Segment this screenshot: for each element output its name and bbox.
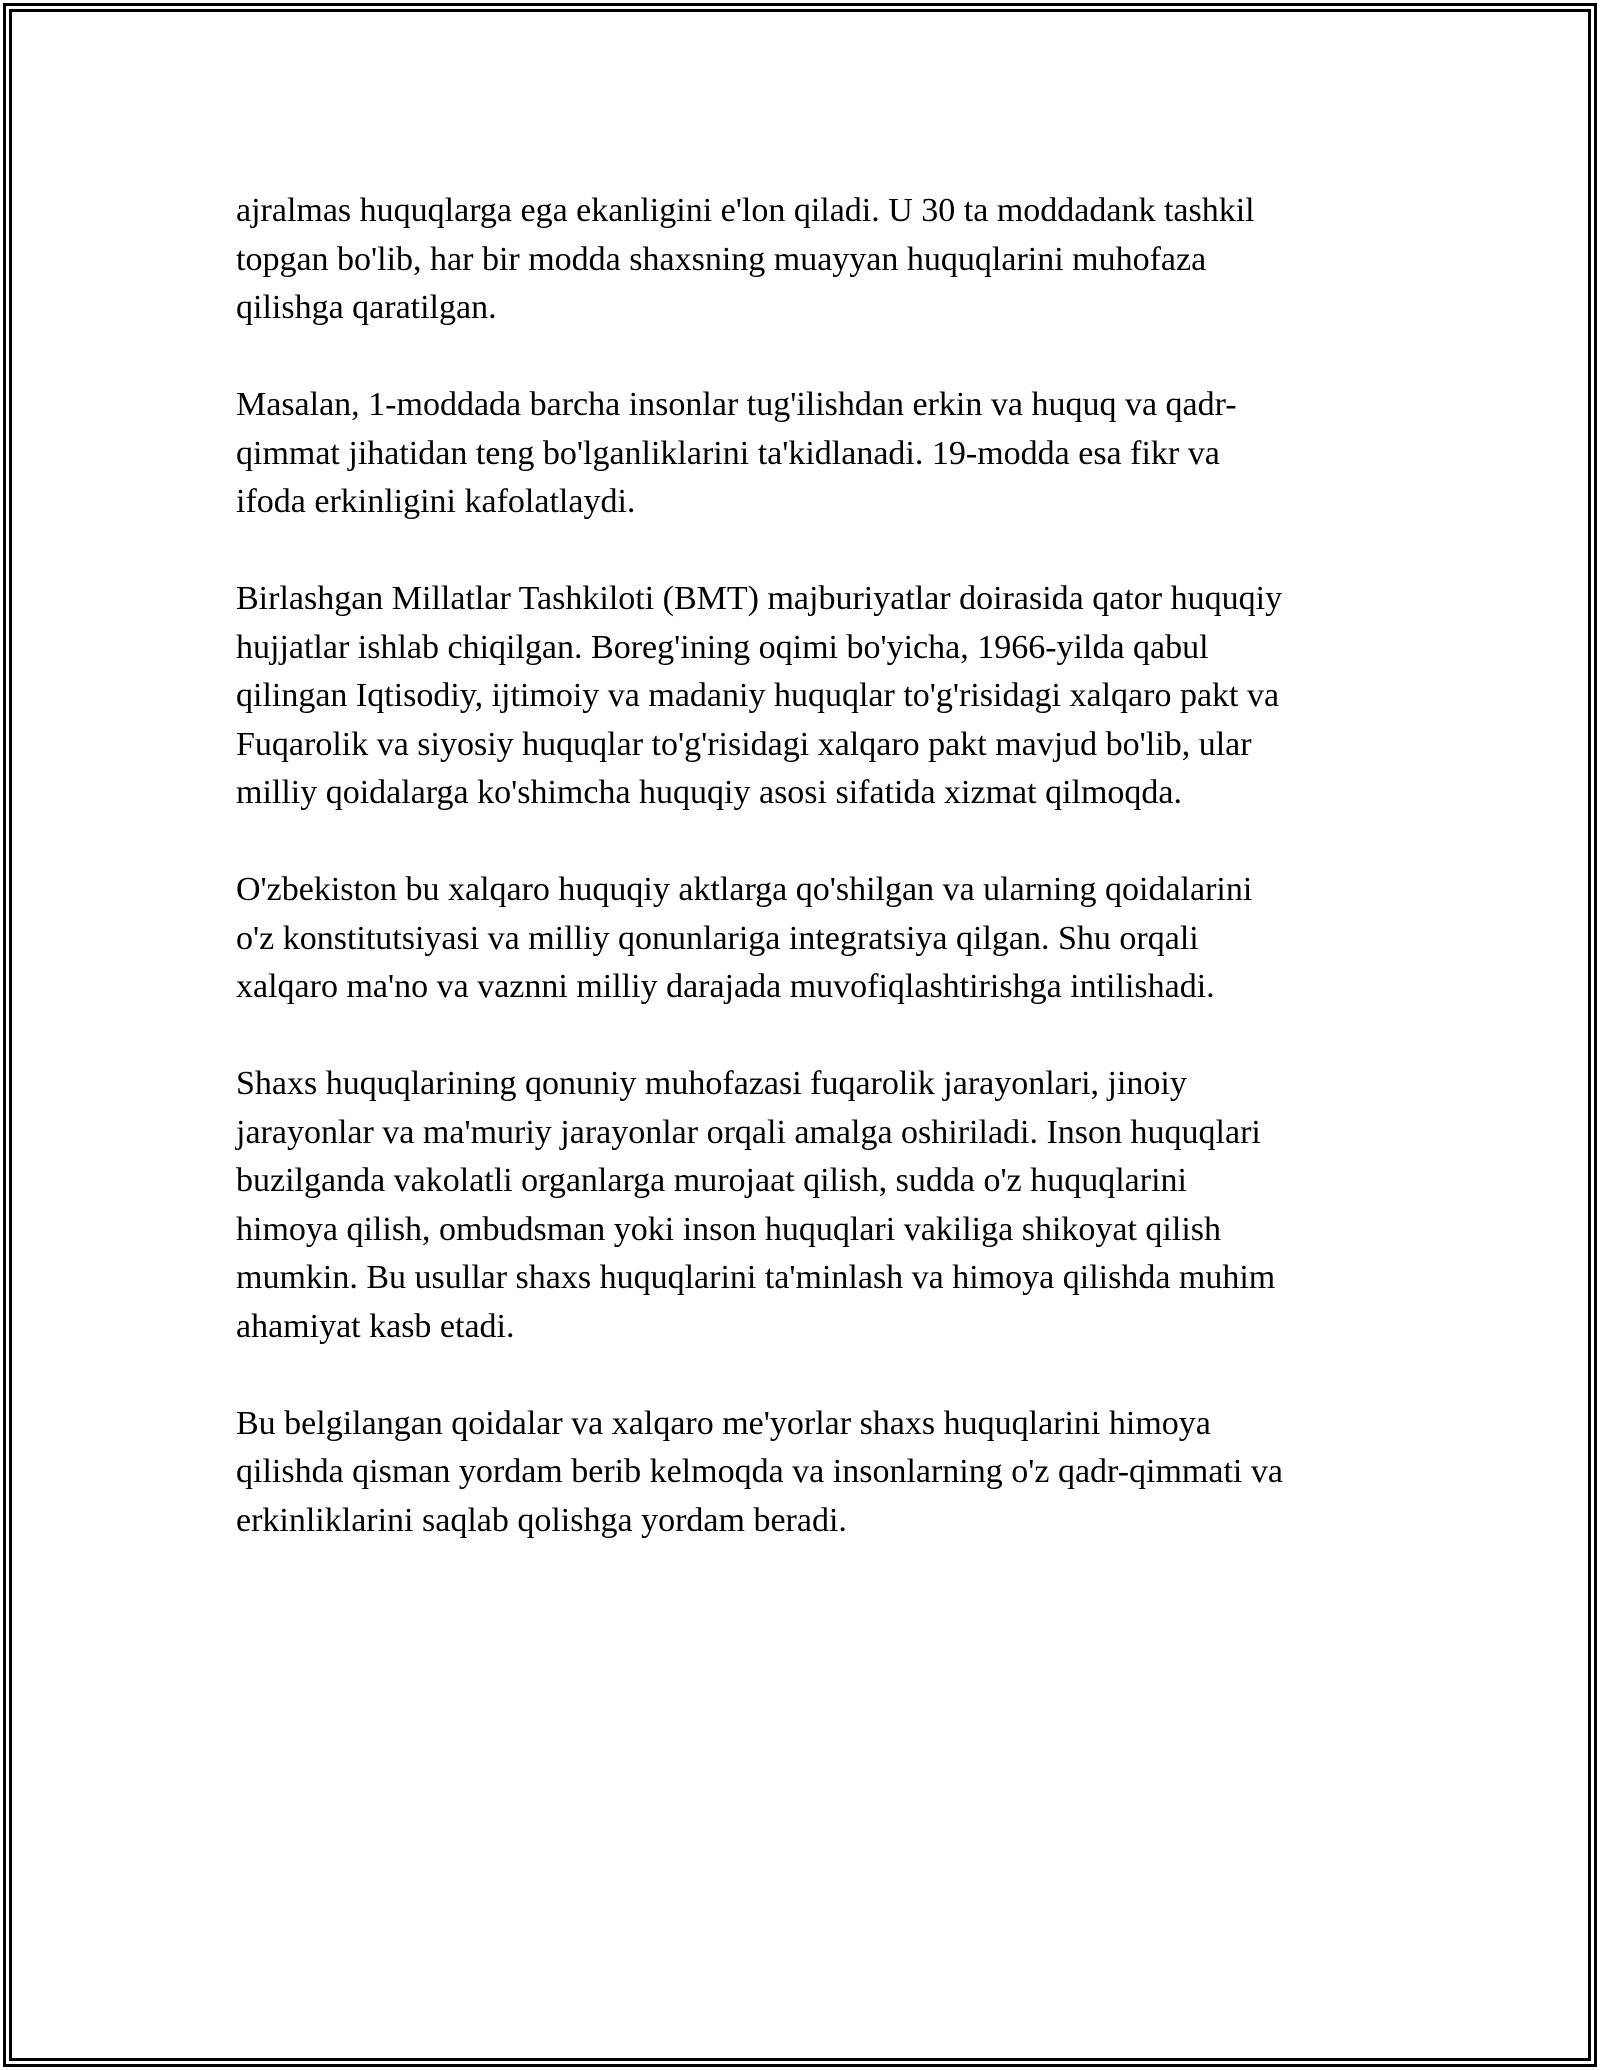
- text-line: qimmat jihatidan teng bo'lganliklarini ta'kidlanadi. 19-modda esa fikr va: [236, 434, 1220, 472]
- text-line: o'z konstitutsiyasi va milliy qonunlariga integratsiya qilgan. Shu orqali: [236, 919, 1199, 957]
- text-line: hujjatlar ishlab chiqilgan. Boreg'ining oqimi bo'yicha, 1966-yilda qabul: [236, 628, 1209, 666]
- text-line: qilishga qaratilgan.: [236, 289, 497, 326]
- text-line: ajralmas huquqlarga ega ekanligini e'lon qiladi. U 30 ta moddadank tashkil: [236, 192, 1255, 229]
- paragraph: [236, 381, 1376, 527]
- text-line: Fuqarolik va siyosiy huquqlar to'g'risidagi xalqaro pakt mavjud bo'lib, ular: [236, 725, 1252, 763]
- text-line: himoya qilish, ombudsman yoki inson huquqlari vakiliga shikoyat qilish: [236, 1210, 1222, 1248]
- text-line: Bu belgilangan qoidalar va xalqaro me'yorlar shaxs huquqlarini himoya: [236, 1404, 1211, 1442]
- text-line: topgan bo'lib, har bir modda shaxsning muayyan huquqlarini muhofaza: [236, 240, 1207, 278]
- paragraph: [236, 575, 1376, 818]
- text-line: qilingan Iqtisodiy, ijtimoiy va madaniy huquqlar to'g'risidagi xalqaro pakt va: [236, 677, 1280, 714]
- text-line: O'zbekiston bu xalqaro huquqiy aktlarga qo'shilgan va ularning qoidalarini: [236, 871, 1253, 908]
- text-line: Birlashgan Millatlar Tashkiloti (BMT) majburiyatlar doirasida qator huquqiy: [236, 580, 1283, 617]
- text-line: jarayonlar va ma'muriy jarayonlar orqali amalga oshiriladi. Inson huquqlari: [236, 1113, 1261, 1151]
- text-line: erkinliklarini saqlab qolishga yordam beradi.: [236, 1501, 847, 1539]
- paragraph: [236, 866, 1376, 1012]
- text-line: buzilganda vakolatli organlarga murojaat qilish, sudda o'z huquqlarini: [236, 1162, 1187, 1199]
- paragraph: [236, 1400, 1376, 1546]
- text-line: ahamiyat kasb etadi.: [236, 1307, 515, 1345]
- text-line: milliy qoidalarga ko'shimcha huquqiy asosi sifatida xizmat qilmoqda.: [236, 774, 1183, 811]
- document-body: [236, 187, 1376, 1594]
- text-line: qilishda qisman yordam berib kelmoqda va insonlarning o'z qadr-qimmati va: [236, 1453, 1283, 1490]
- paragraph: [236, 1060, 1376, 1351]
- paragraph: [236, 187, 1376, 333]
- text-line: Shaxs huquqlarining qonuniy muhofazasi fuqarolik jarayonlari, jinoiy: [236, 1065, 1187, 1102]
- text-line: Masalan, 1-moddada barcha insonlar tug'ilishdan erkin va huquq va qadr-: [236, 386, 1237, 423]
- text-line: mumkin. Bu usullar shaxs huquqlarini ta'minlash va himoya qilishda muhim: [236, 1259, 1276, 1296]
- text-line: ifoda erkinligini kafolatlaydi.: [236, 483, 636, 520]
- text-line: xalqaro ma'no va vaznni milliy darajada muvofiqlashtirishga intilishadi.: [236, 968, 1215, 1005]
